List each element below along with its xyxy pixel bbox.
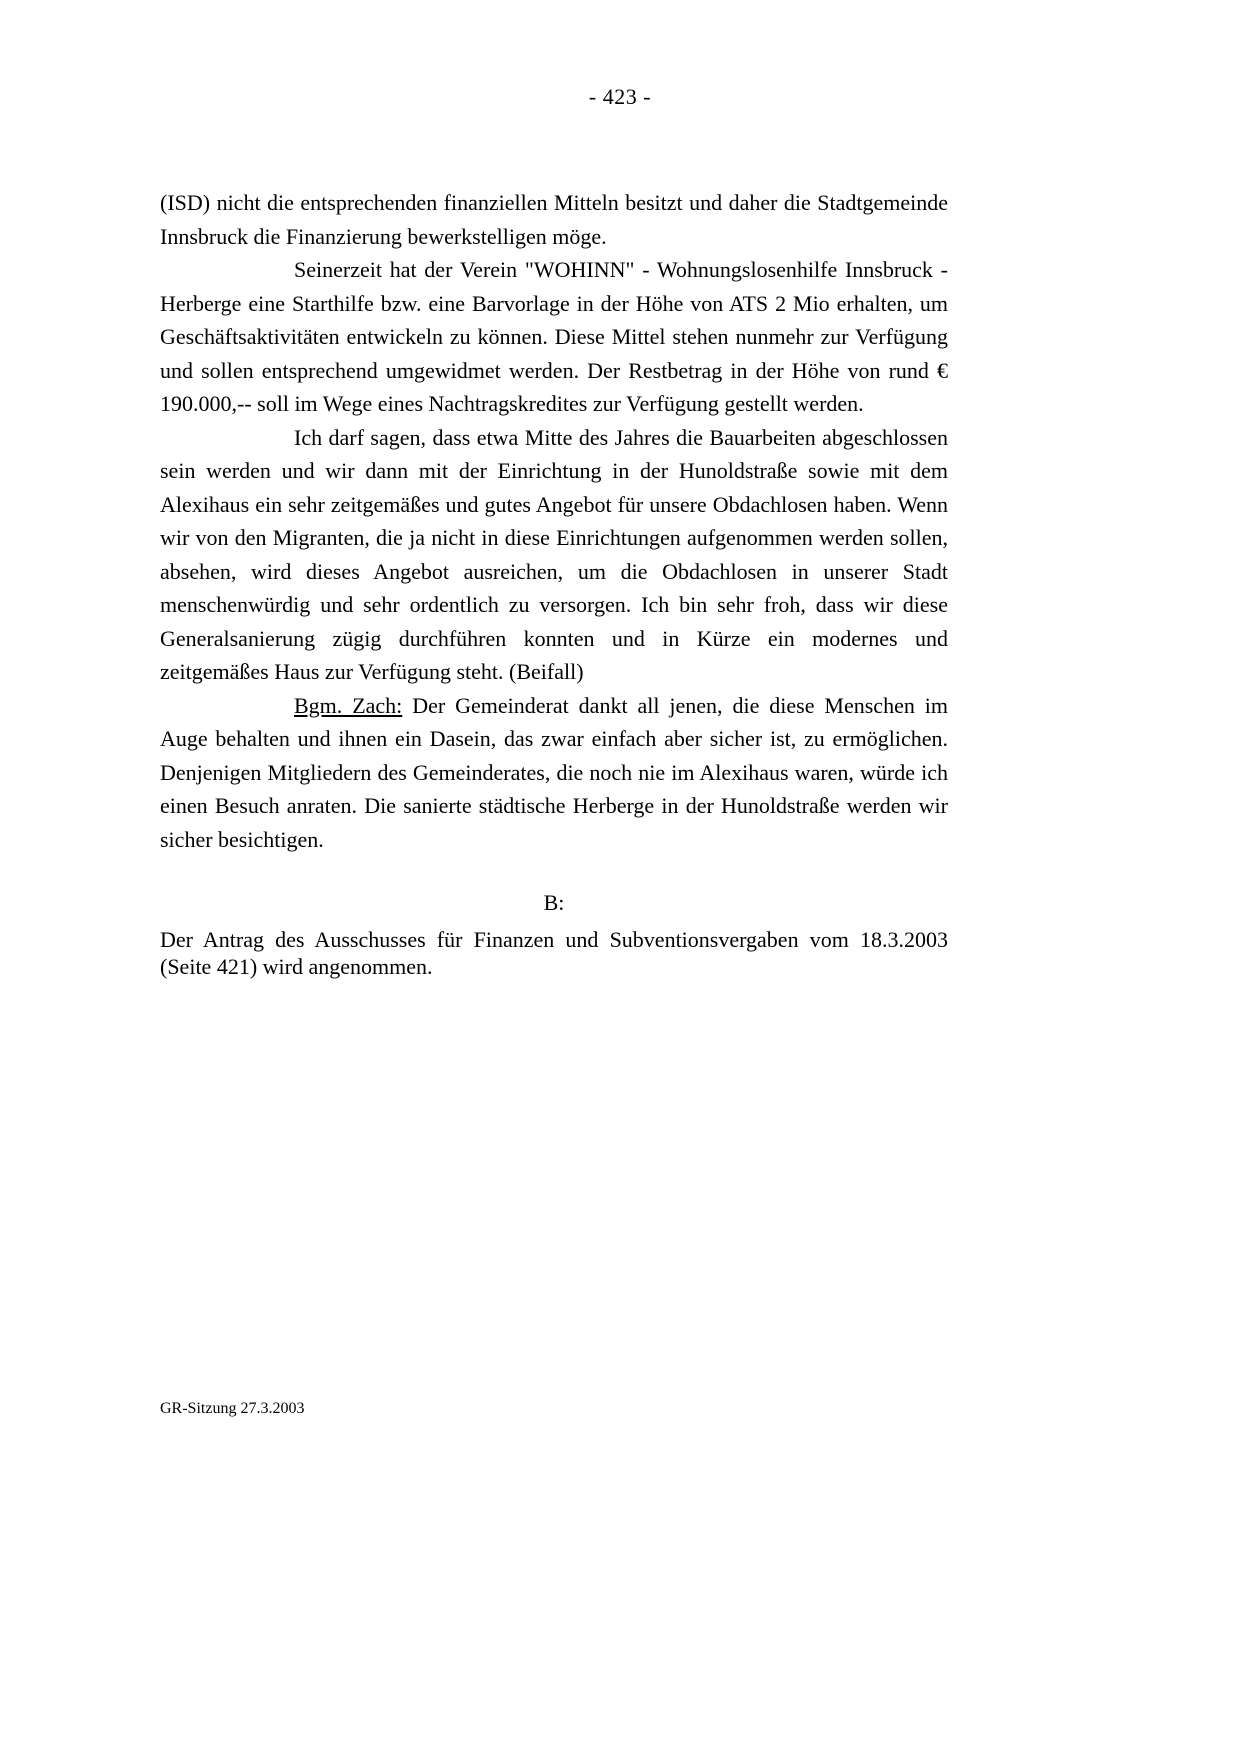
speaker-statement: Der Gemeinderat dankt all jenen, die diese Menschen im Auge behalten und ihnen ein Dasein, das zwar einfach aber sicher ist, zu ermöglichen. Denjenigen Mitgliedern des Gemeinderates, die noch nie im Alexihaus waren, würde ich einen Besuch anraten. Die sanierte städtische Herberge in der Hunoldstraße werden wir sicher besichtigen. [160,692,948,852]
motion-text: Der Antrag des Ausschusses für Finanzen und Subventionsvergaben vom 18.3.2003 (Seite 421) wird angenommen. [160,926,948,979]
paragraph-isd-funding: (ISD) nicht die entsprechenden finanziellen Mitteln besitzt und daher die Stadtgemeinde Innsbruck die Finanzierung bewerkstelligen möge. [160,190,948,249]
page-footer: GR-Sitzung 27.3.2003 [160,1400,305,1417]
section-label: B: [543,890,565,915]
paragraph-wohinn-starthilfe: Seinerzeit hat der Verein "WOHINN" - Wohnungslosenhilfe Innsbruck - Herberge eine Starthilfe bzw. eine Barvorlage in der Höhe von ATS 2 Mio erhalten, um Geschäftsaktivitäten entwickeln zu können. Diese Mittel stehen nunmehr zur Verfügung und sollen entsprechend umgewidmet werden. Der Restbetrag in der Höhe von rund € 190.000,-- soll im Wege eines Nachtragskredites zur Verfügung gestellt werden. [160,257,948,416]
speaker-name: Bgm. Zach: [294,692,403,718]
paragraph-bauarbeiten: Ich darf sagen, dass etwa Mitte des Jahres die Bauarbeiten abgeschlossen sein werden und wir dann mit der Einrichtung in der Hunoldstraße sowie mit dem Alexihaus ein sehr zeitgemäßes und gutes Angebot für unsere Obdachlosen haben. Wenn wir von den Migranten, die ja nicht in diese Einrichtungen aufgenommen werden sollen, absehen, wird dieses Angebot ausreichen, um die Obdachlosen in unserer Stadt menschenwürdig und sehr ordentlich zu versorgen. Ich bin sehr froh, dass wir diese Generalsanierung zügig durchführen konnten und in Kürze ein modernes und zeitgemäßes Haus zur Verfügung steht. (Beifall) [160,424,948,684]
paragraph-bgm-zach [160,689,948,857]
page-number: - 423 - [588,84,652,109]
document-body [160,186,948,980]
